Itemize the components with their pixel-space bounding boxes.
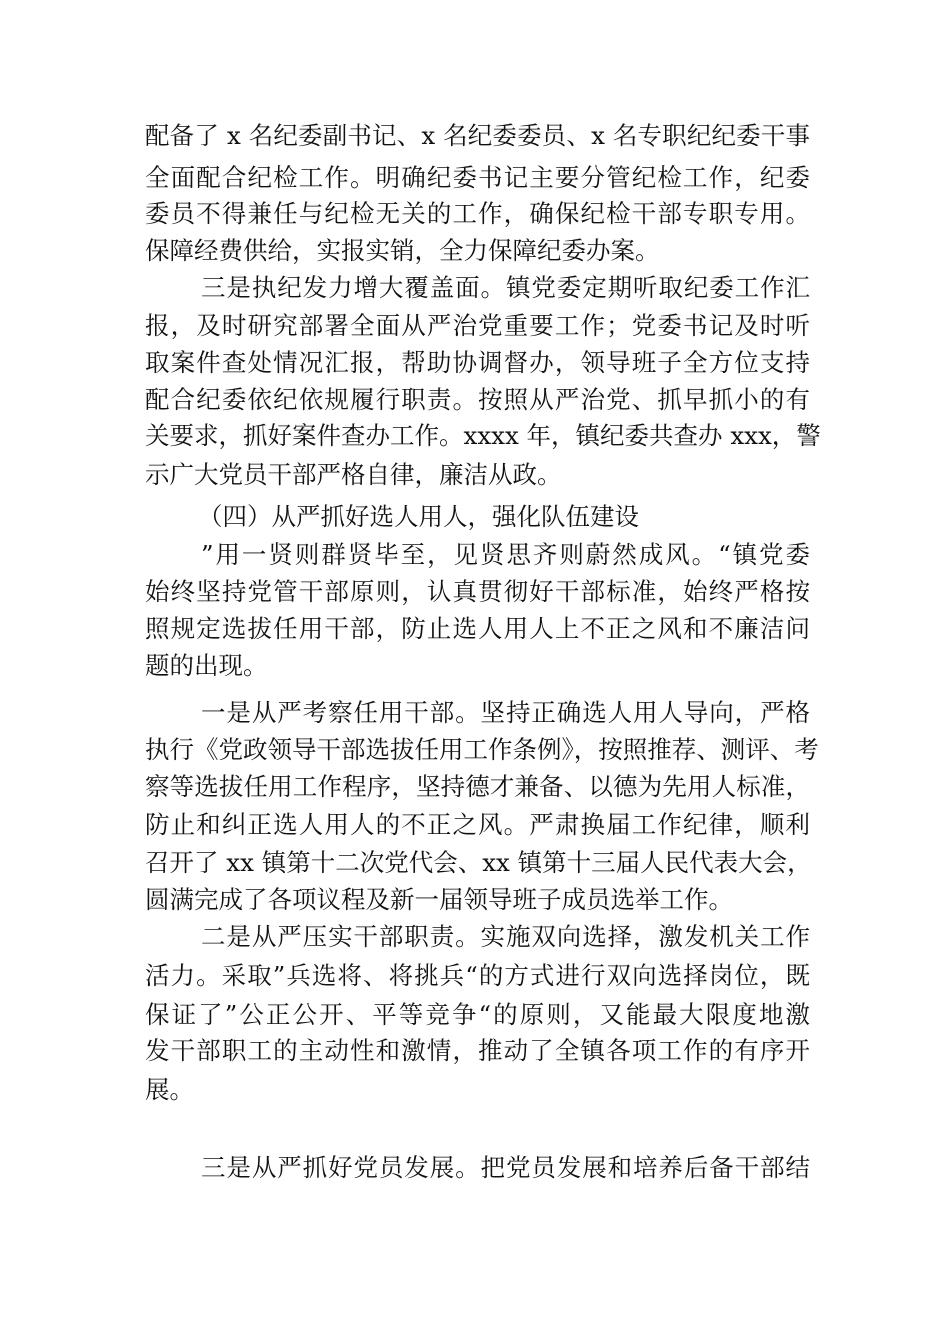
paragraph-line: 三是从严抓好党员发展。把党员发展和培养后备干部结 [201,1153,810,1182]
paragraph-line: 保证了”公正公开、平等竞争“的原则，又能最大限度地激 [145,1000,810,1029]
paragraph-line: 关要求，抓好案件查办工作。xxxx 年，镇纪委共查办 xxx，警 [145,421,821,450]
paragraph-line: 防止和纠正选人用人的不正之风。严肃换届工作纪律，顺利 [145,810,810,839]
paragraph-line: 察等选拔任用工作程序，坚持德才兼备、以德为先用人标准， [145,772,810,801]
paragraph-line: 召开了 xx 镇第十二次党代会、xx 镇第十三届人民代表大会， [145,848,812,877]
paragraph-line: 圆满完成了各项议程及新一届领导班子成员选举工作。 [145,885,733,914]
paragraph-line: 取案件查处情况汇报，帮助协调督办，领导班子全方位支持 [145,348,810,377]
paragraph-line: 活力。采取”兵选将、将挑兵“的方式进行双向选择岗位，既 [145,961,810,990]
paragraph-line: ”用一贤则群贤毕至，见贤思齐则蔚然成风。“镇党委 [201,540,810,569]
paragraph-line: 展。 [145,1075,194,1104]
paragraph-line: 配合纪委依纪依规履行职责。按照从严治党、抓早抓小的有 [145,385,810,414]
paragraph-line: 报，及时研究部署全面从严治党重要工作；党委书记及时听 [145,311,810,340]
section-heading: （四）从严抓好选人用人，强化队伍建设 [198,502,639,531]
paragraph-line: 题的出现。 [145,651,268,680]
paragraph-line: 照规定选拔任用干部，防止选人用人上不正之风和不廉洁问 [145,614,810,643]
paragraph-line: 执行《党政领导干部选拔任用工作条例》，按照推荐、测评、考 [145,735,819,764]
paragraph-line: 全面配合纪检工作。明确纪委书记主要分管纪检工作，纪委 [145,163,810,192]
paragraph-line: 三是执纪发力增大覆盖面。镇党委定期听取纪委工作汇 [201,273,810,302]
paragraph-line: 示广大党员干部严格自律，廉洁从政。 [145,460,562,489]
paragraph-line: 一是从严考察任用干部。坚持正确选人用人导向，严格 [201,698,810,727]
paragraph-line: 配备了 x 名纪委副书记、x 名纪委委员、x 名专职纪纪委干事 [145,121,810,150]
paragraph-line: 二是从严压实干部职责。实施双向选择，激发机关工作 [201,922,810,951]
paragraph-line: 始终坚持党管干部原则，认真贯彻好干部标准，始终严格按 [145,577,810,606]
paragraph-line: 保障经费供给，实报实销，全力保障纪委办案。 [145,236,660,265]
paragraph-line: 委员不得兼任与纪检无关的工作，确保纪检干部专职专用。 [145,199,810,228]
paragraph-line: 发干部职工的主动性和激情，推动了全镇各项工作的有序开 [145,1036,810,1065]
